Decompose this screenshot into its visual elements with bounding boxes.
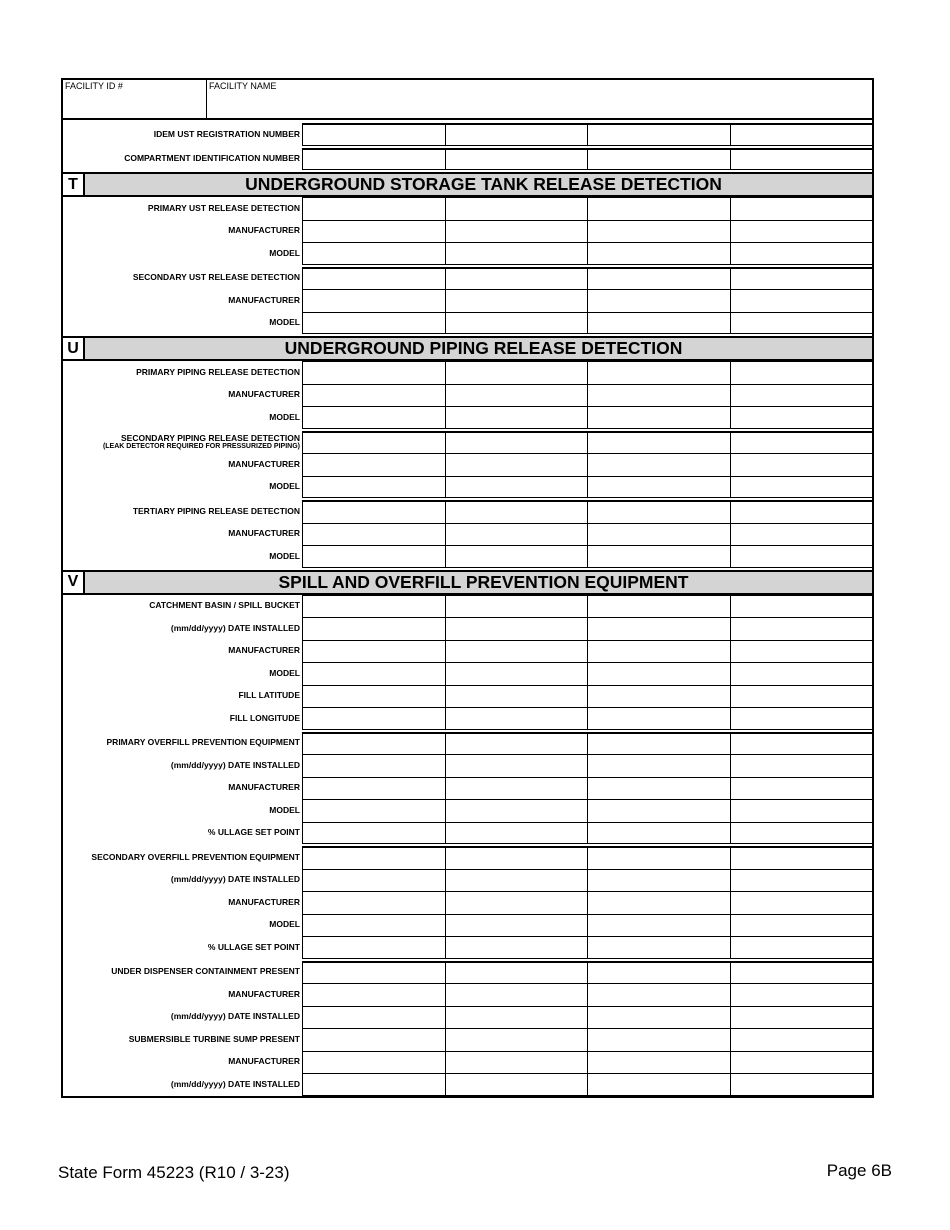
tank-column-cell-2[interactable]	[445, 662, 588, 685]
tank-column-cell-4[interactable]	[730, 1073, 873, 1096]
tank-column-cell-1[interactable]	[302, 242, 445, 265]
row-label	[63, 197, 302, 220]
tank-column-cell-4[interactable]	[730, 685, 873, 708]
row-label	[63, 983, 302, 1006]
tank-column-cell-4[interactable]	[730, 242, 873, 265]
section-letter: U	[63, 338, 85, 359]
tank-column-cell-2[interactable]	[445, 1028, 588, 1051]
tank-column-cell-4[interactable]	[730, 914, 873, 937]
tank-column-cell-2[interactable]	[445, 936, 588, 959]
row-label-text: MANUFACTURER	[228, 988, 300, 999]
form-row	[63, 685, 872, 708]
row-label	[63, 1073, 302, 1096]
row-label-text: MANUFACTURER	[228, 782, 300, 793]
tank-column-cell-2[interactable]	[445, 220, 588, 243]
form-row	[63, 384, 872, 407]
form-row	[63, 1051, 872, 1074]
tank-column-cell-1[interactable]	[302, 453, 445, 476]
tank-column-cell-4[interactable]	[730, 406, 873, 429]
form-row	[63, 1028, 872, 1051]
tank-column-cell-3[interactable]	[587, 476, 730, 499]
tank-column-cell-2[interactable]	[445, 289, 588, 312]
tank-column-cell-3[interactable]	[587, 148, 730, 171]
tank-column-cell-4[interactable]	[730, 754, 873, 777]
tank-column-cell-4[interactable]	[730, 891, 873, 914]
form-row	[63, 936, 872, 959]
tank-column-cell-2[interactable]	[445, 983, 588, 1006]
tank-column-cell-4[interactable]	[730, 595, 873, 618]
tank-column-cell-1[interactable]	[302, 685, 445, 708]
row-label	[63, 476, 302, 499]
tank-column-cell-3[interactable]	[587, 406, 730, 429]
tank-column-cell-2[interactable]	[445, 384, 588, 407]
row-label	[63, 361, 302, 384]
tank-column-cell-1[interactable]	[302, 220, 445, 243]
form-row	[63, 431, 872, 454]
tank-column-cell-1[interactable]	[302, 799, 445, 822]
tank-column-cell-1[interactable]	[302, 545, 445, 568]
tank-column-cell-2[interactable]	[445, 685, 588, 708]
row-label-text: MANUFACTURER	[228, 458, 300, 469]
tank-column-cell-4[interactable]	[730, 384, 873, 407]
tank-column-cell-4[interactable]	[730, 545, 873, 568]
tank-column-cell-2[interactable]	[445, 707, 588, 730]
row-label-text: MANUFACTURER	[228, 389, 300, 400]
form-row	[63, 197, 872, 220]
section-letter: V	[63, 572, 85, 593]
form-row	[63, 754, 872, 777]
row-label-text: MODEL	[269, 481, 300, 492]
tank-column-cell-4[interactable]	[730, 1006, 873, 1029]
section-header-t	[63, 172, 872, 197]
tank-column-cell-4[interactable]	[730, 361, 873, 384]
tank-column-cell-1[interactable]	[302, 476, 445, 499]
tank-column-cell-4[interactable]	[730, 662, 873, 685]
row-label	[63, 732, 302, 755]
form-row	[63, 289, 872, 312]
row-label	[63, 453, 302, 476]
row-label-text: SECONDARY PIPING RELEASE DETECTION	[121, 432, 300, 443]
tank-column-cell-1[interactable]	[302, 500, 445, 523]
tank-column-cell-1[interactable]	[302, 640, 445, 663]
row-label	[63, 523, 302, 546]
form-row	[63, 846, 872, 869]
tank-column-cell-1[interactable]	[302, 523, 445, 546]
tank-column-cell-3[interactable]	[587, 799, 730, 822]
row-label	[63, 914, 302, 937]
tank-column-cell-4[interactable]	[730, 500, 873, 523]
tank-column-cell-1[interactable]	[302, 662, 445, 685]
tank-column-cell-4[interactable]	[730, 267, 873, 290]
facility-name-label: FACILITY NAME	[209, 81, 277, 91]
row-label-text: % ULLAGE SET POINT	[207, 827, 300, 838]
row-label-text: MODEL	[269, 550, 300, 561]
row-label	[63, 384, 302, 407]
row-label	[63, 289, 302, 312]
row-label	[63, 242, 302, 265]
tank-column-cell-1[interactable]	[302, 1028, 445, 1051]
form-row	[63, 476, 872, 499]
row-label	[63, 617, 302, 640]
row-label-text: SECONDARY UST RELEASE DETECTION	[132, 272, 300, 283]
row-label-text: MANUFACTURER	[228, 528, 300, 539]
row-label-text: (mm/dd/yyyy) DATE INSTALLED	[170, 622, 300, 633]
form-row	[63, 914, 872, 937]
tank-column-cell-1[interactable]	[302, 312, 445, 335]
form-row	[63, 640, 872, 663]
row-label-text: CATCHMENT BASIN / SPILL BUCKET	[149, 600, 300, 611]
tank-column-cell-3[interactable]	[587, 453, 730, 476]
row-label-text: (mm/dd/yyyy) DATE INSTALLED	[170, 759, 300, 770]
tank-column-cell-3[interactable]	[587, 545, 730, 568]
tank-column-cell-1[interactable]	[302, 983, 445, 1006]
row-label-text: UNDER DISPENSER CONTAINMENT PRESENT	[111, 966, 300, 977]
row-label-text: MANUFACTURER	[228, 645, 300, 656]
tank-column-cell-3[interactable]	[587, 242, 730, 265]
section-title: SPILL AND OVERFILL PREVENTION EQUIPMENT	[278, 571, 689, 592]
row-label	[63, 545, 302, 568]
row-label	[63, 846, 302, 869]
facility-header	[63, 80, 872, 120]
row-label	[63, 707, 302, 730]
facility-id-label: FACILITY ID #	[65, 81, 123, 91]
tank-column-cell-4[interactable]	[730, 777, 873, 800]
tank-column-cell-2[interactable]	[445, 406, 588, 429]
tank-column-cell-2[interactable]	[445, 846, 588, 869]
tank-column-cell-1[interactable]	[302, 123, 445, 146]
row-label-text: MANUFACTURER	[228, 896, 300, 907]
row-label-text: COMPARTMENT IDENTIFICATION NUMBER	[124, 153, 300, 164]
row-label-text: MODEL	[269, 247, 300, 258]
tank-column-cell-3[interactable]	[587, 707, 730, 730]
tank-column-cell-2[interactable]	[445, 267, 588, 290]
form-row	[63, 523, 872, 546]
tank-column-cell-2[interactable]	[445, 1006, 588, 1029]
form-row	[63, 361, 872, 384]
tank-column-cell-1[interactable]	[302, 914, 445, 937]
tank-column-cell-2[interactable]	[445, 431, 588, 454]
row-label-text: MODEL	[269, 919, 300, 930]
form-row	[63, 453, 872, 476]
tank-column-cell-1[interactable]	[302, 431, 445, 454]
tank-column-cell-3[interactable]	[587, 123, 730, 146]
form-row	[63, 732, 872, 755]
tank-column-cell-4[interactable]	[730, 312, 873, 335]
form-row	[63, 220, 872, 243]
row-label-text: PRIMARY UST RELEASE DETECTION	[147, 202, 300, 213]
row-label	[63, 936, 302, 959]
tank-column-cell-4[interactable]	[730, 1028, 873, 1051]
tank-column-cell-3[interactable]	[587, 777, 730, 800]
tank-column-cell-2[interactable]	[445, 361, 588, 384]
form-row	[63, 961, 872, 984]
tank-column-cell-1[interactable]	[302, 1073, 445, 1096]
row-label-text: (mm/dd/yyyy) DATE INSTALLED	[170, 1078, 300, 1089]
form-row	[63, 891, 872, 914]
tank-column-cell-2[interactable]	[445, 914, 588, 937]
tank-column-cell-4[interactable]	[730, 617, 873, 640]
tank-column-cell-4[interactable]	[730, 197, 873, 220]
tank-column-cell-1[interactable]	[302, 148, 445, 171]
tank-column-cell-1[interactable]	[302, 846, 445, 869]
tank-column-cell-4[interactable]	[730, 431, 873, 454]
tank-column-cell-1[interactable]	[302, 384, 445, 407]
row-label	[63, 1051, 302, 1074]
form-row	[63, 983, 872, 1006]
form-row	[63, 662, 872, 685]
tank-column-cell-3[interactable]	[587, 983, 730, 1006]
row-label	[63, 1006, 302, 1029]
row-label-text: PRIMARY OVERFILL PREVENTION EQUIPMENT	[106, 737, 300, 748]
row-label	[63, 961, 302, 984]
tank-column-cell-4[interactable]	[730, 453, 873, 476]
form-row	[63, 1073, 872, 1096]
tank-column-cell-3[interactable]	[587, 662, 730, 685]
tank-column-cell-1[interactable]	[302, 267, 445, 290]
tank-column-cell-2[interactable]	[445, 732, 588, 755]
tank-column-cell-3[interactable]	[587, 431, 730, 454]
tank-column-cell-3[interactable]	[587, 754, 730, 777]
form-row	[63, 777, 872, 800]
tank-column-cell-3[interactable]	[587, 914, 730, 937]
tank-column-cell-2[interactable]	[445, 500, 588, 523]
tank-column-cell-4[interactable]	[730, 523, 873, 546]
row-label	[63, 595, 302, 618]
form-row	[63, 822, 872, 845]
tank-column-cell-3[interactable]	[587, 361, 730, 384]
tank-column-cell-4[interactable]	[730, 476, 873, 499]
tank-column-cell-3[interactable]	[587, 384, 730, 407]
row-label-text: MANUFACTURER	[228, 1056, 300, 1067]
tank-column-cell-3[interactable]	[587, 220, 730, 243]
form-row	[63, 799, 872, 822]
tank-column-cell-3[interactable]	[587, 846, 730, 869]
tank-column-cell-1[interactable]	[302, 891, 445, 914]
tank-column-cell-2[interactable]	[445, 123, 588, 146]
row-label	[63, 1028, 302, 1051]
row-label-text: MANUFACTURER	[228, 225, 300, 236]
row-label	[63, 500, 302, 523]
tank-column-cell-4[interactable]	[730, 869, 873, 892]
facility-name-field[interactable]	[207, 80, 872, 118]
tank-column-cell-4[interactable]	[730, 846, 873, 869]
tank-column-cell-3[interactable]	[587, 289, 730, 312]
tank-column-cell-1[interactable]	[302, 777, 445, 800]
row-label-text: SECONDARY OVERFILL PREVENTION EQUIPMENT	[91, 851, 300, 862]
row-label-text: SUBMERSIBLE TURBINE SUMP PRESENT	[128, 1033, 300, 1044]
tank-column-cell-1[interactable]	[302, 936, 445, 959]
tank-column-cell-2[interactable]	[445, 595, 588, 618]
tank-column-cell-3[interactable]	[587, 869, 730, 892]
row-label	[63, 431, 302, 454]
tank-column-cell-1[interactable]	[302, 1051, 445, 1074]
row-label-text: PRIMARY PIPING RELEASE DETECTION	[136, 366, 300, 377]
tank-column-cell-4[interactable]	[730, 640, 873, 663]
tank-column-cell-3[interactable]	[587, 822, 730, 845]
row-label-text: MODEL	[269, 804, 300, 815]
row-label	[63, 148, 302, 171]
row-label	[63, 662, 302, 685]
tank-column-cell-1[interactable]	[302, 961, 445, 984]
tank-column-cell-3[interactable]	[587, 1028, 730, 1051]
tank-column-cell-2[interactable]	[445, 640, 588, 663]
tank-column-cell-1[interactable]	[302, 869, 445, 892]
section-header-u	[63, 336, 872, 361]
tank-column-cell-3[interactable]	[587, 1051, 730, 1074]
row-label	[63, 267, 302, 290]
tank-column-cell-1[interactable]	[302, 617, 445, 640]
tank-column-cell-4[interactable]	[730, 289, 873, 312]
row-label-text: FILL LATITUDE	[238, 690, 300, 701]
section-title: UNDERGROUND STORAGE TANK RELEASE DETECTION	[245, 174, 722, 194]
row-label	[63, 312, 302, 335]
row-label-text: MODEL	[269, 667, 300, 678]
tank-column-cell-1[interactable]	[302, 1006, 445, 1029]
tank-column-cell-3[interactable]	[587, 1006, 730, 1029]
row-label	[63, 891, 302, 914]
tank-column-cell-3[interactable]	[587, 961, 730, 984]
row-label	[63, 822, 302, 845]
row-label	[63, 685, 302, 708]
tank-column-cell-3[interactable]	[587, 500, 730, 523]
tank-column-cell-1[interactable]	[302, 754, 445, 777]
row-label	[63, 869, 302, 892]
row-label	[63, 640, 302, 663]
form-row	[63, 617, 872, 640]
tank-column-cell-2[interactable]	[445, 453, 588, 476]
tank-column-cell-1[interactable]	[302, 197, 445, 220]
tank-column-cell-2[interactable]	[445, 1051, 588, 1074]
form-row	[63, 267, 872, 290]
tank-column-cell-1[interactable]	[302, 595, 445, 618]
row-label-text: MODEL	[269, 411, 300, 422]
tank-column-cell-1[interactable]	[302, 732, 445, 755]
tank-column-cell-3[interactable]	[587, 1073, 730, 1096]
form-row	[63, 242, 872, 265]
tank-column-cell-2[interactable]	[445, 754, 588, 777]
tank-column-cell-2[interactable]	[445, 869, 588, 892]
row-label-text: MANUFACTURER	[228, 294, 300, 305]
row-label	[63, 777, 302, 800]
tank-column-cell-4[interactable]	[730, 983, 873, 1006]
row-label	[63, 754, 302, 777]
form-row	[63, 1006, 872, 1029]
tank-column-cell-2[interactable]	[445, 617, 588, 640]
section-letter: T	[63, 174, 85, 195]
tank-column-cell-3[interactable]	[587, 267, 730, 290]
tank-column-cell-4[interactable]	[730, 961, 873, 984]
tank-column-cell-1[interactable]	[302, 289, 445, 312]
tank-column-cell-3[interactable]	[587, 685, 730, 708]
tank-column-cell-1[interactable]	[302, 361, 445, 384]
tank-column-cell-3[interactable]	[587, 523, 730, 546]
tank-column-cell-2[interactable]	[445, 476, 588, 499]
tank-column-cell-4[interactable]	[730, 732, 873, 755]
tank-column-cell-1[interactable]	[302, 707, 445, 730]
tank-column-cell-4[interactable]	[730, 123, 873, 146]
tank-column-cell-3[interactable]	[587, 595, 730, 618]
section-title: UNDERGROUND PIPING RELEASE DETECTION	[284, 338, 683, 358]
tank-column-cell-2[interactable]	[445, 242, 588, 265]
tank-column-cell-2[interactable]	[445, 961, 588, 984]
tank-column-cell-4[interactable]	[730, 799, 873, 822]
row-label-text: % ULLAGE SET POINT	[207, 941, 300, 952]
row-label-note: (LEAK DETECTOR REQUIRED FOR PRESSURIZED PIPING)	[102, 442, 300, 450]
form-number: State Form 45223 (R10 / 3-23)	[58, 1163, 290, 1182]
row-label-text: (mm/dd/yyyy) DATE INSTALLED	[170, 874, 300, 885]
tank-column-cell-3[interactable]	[587, 312, 730, 335]
tank-column-cell-2[interactable]	[445, 891, 588, 914]
tank-column-cell-2[interactable]	[445, 799, 588, 822]
row-label-text: TERTIARY PIPING RELEASE DETECTION	[132, 505, 300, 516]
tank-column-cell-3[interactable]	[587, 640, 730, 663]
tank-column-cell-3[interactable]	[587, 617, 730, 640]
facility-id-field[interactable]	[63, 80, 207, 118]
tank-column-cell-2[interactable]	[445, 777, 588, 800]
row-label	[63, 799, 302, 822]
form-row	[63, 869, 872, 892]
form-row	[63, 123, 872, 146]
tank-column-cell-4[interactable]	[730, 148, 873, 171]
page-number: Page 6B	[826, 1161, 892, 1180]
form-row	[63, 148, 872, 171]
row-label-text: (mm/dd/yyyy) DATE INSTALLED	[170, 1011, 300, 1022]
tank-column-cell-2[interactable]	[445, 1073, 588, 1096]
form-row	[63, 707, 872, 730]
tank-column-cell-2[interactable]	[445, 822, 588, 845]
row-label	[63, 123, 302, 146]
form-row	[63, 406, 872, 429]
tank-column-cell-2[interactable]	[445, 312, 588, 335]
tank-column-cell-4[interactable]	[730, 936, 873, 959]
tank-column-cell-3[interactable]	[587, 197, 730, 220]
ust-form	[61, 78, 874, 1098]
row-label-text: MODEL	[269, 317, 300, 328]
tank-column-cell-2[interactable]	[445, 197, 588, 220]
form-row	[63, 595, 872, 618]
tank-column-cell-3[interactable]	[587, 732, 730, 755]
row-label-text: FILL LONGITUDE	[229, 712, 300, 723]
tank-column-cell-2[interactable]	[445, 523, 588, 546]
tank-column-cell-2[interactable]	[445, 545, 588, 568]
row-label-text: IDEM UST REGISTRATION NUMBER	[153, 128, 300, 139]
tank-column-cell-4[interactable]	[730, 1051, 873, 1074]
row-label	[63, 220, 302, 243]
form-row	[63, 500, 872, 523]
form-body	[63, 120, 872, 1096]
tank-column-cell-4[interactable]	[730, 822, 873, 845]
tank-column-cell-3[interactable]	[587, 936, 730, 959]
tank-column-cell-3[interactable]	[587, 891, 730, 914]
tank-column-cell-1[interactable]	[302, 822, 445, 845]
tank-column-cell-4[interactable]	[730, 220, 873, 243]
form-row	[63, 545, 872, 568]
form-row	[63, 312, 872, 335]
row-label	[63, 406, 302, 429]
tank-column-cell-4[interactable]	[730, 707, 873, 730]
section-header-v	[63, 570, 872, 595]
tank-column-cell-2[interactable]	[445, 148, 588, 171]
tank-column-cell-1[interactable]	[302, 406, 445, 429]
